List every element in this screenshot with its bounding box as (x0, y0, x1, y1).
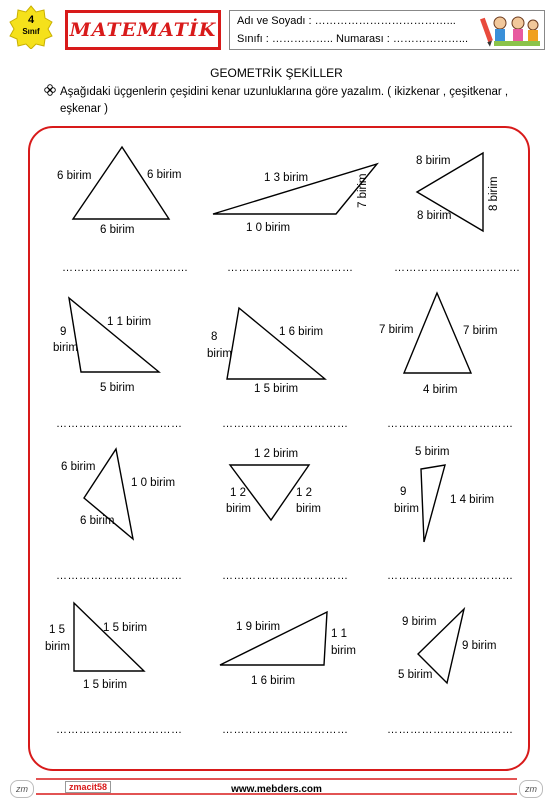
tri4-side-c: 5 birim (100, 382, 135, 394)
tri3-side-b: 8 birim (417, 210, 452, 222)
class-number-field[interactable]: Sınıfı : …………….. Numarası : ………………... (237, 33, 469, 45)
tri12-side-b: 9 birim (462, 640, 497, 652)
tri8-side-b: 1 2 (230, 487, 246, 499)
tri10-side-a-unit: birim (45, 641, 70, 653)
tri7-side-c: 6 birim (80, 515, 115, 527)
tri4-side-b: 1 1 birim (107, 316, 152, 328)
triangle-4 (69, 298, 159, 372)
tri9-side-b: 9 (400, 486, 407, 498)
answer-line-12[interactable]: …………………………… (387, 724, 514, 736)
tri10-side-b: 1 5 birim (103, 622, 148, 634)
triangle-1 (73, 147, 169, 219)
tri1-side-c: 6 birim (100, 224, 135, 236)
tri2-side-a: 1 3 birim (264, 172, 309, 184)
grade-number: 4 (27, 14, 35, 26)
answer-line-5[interactable]: …………………………… (222, 418, 349, 430)
tri10-side-a: 1 5 (49, 624, 65, 636)
tri6-side-b: 7 birim (463, 325, 498, 337)
answer-line-11[interactable]: …………………………… (222, 724, 349, 736)
tri12-side-a: 9 birim (402, 616, 437, 628)
tri11-side-b: 1 1 (331, 628, 347, 640)
tri2-side-b: 7 birim (357, 173, 369, 208)
tri5-side-b: 1 6 birim (279, 326, 324, 338)
tri10-side-c: 1 5 birim (83, 679, 128, 691)
answer-line-6[interactable]: …………………………… (387, 418, 514, 430)
tri1-side-a: 6 birim (57, 170, 92, 182)
grade-label: Sınıf (22, 27, 40, 36)
tri12-side-c: 5 birim (398, 669, 433, 681)
tri8-side-a: 1 2 birim (254, 448, 299, 460)
tri6-side-a: 7 birim (379, 324, 414, 336)
tri8-side-c-unit: birim (296, 503, 321, 515)
triangle-11 (220, 612, 327, 665)
triangle-6 (404, 293, 471, 373)
answer-line-8[interactable]: …………………………… (222, 570, 349, 582)
name-field[interactable]: Adı ve Soyadı : ………………………………... (237, 15, 456, 27)
answer-line-10[interactable]: …………………………… (56, 724, 183, 736)
answer-line-3[interactable]: …………………………… (394, 262, 521, 274)
tri4-side-a: 9 (60, 326, 67, 338)
triangle-10 (74, 603, 144, 671)
tri4-side-a-unit: birim (53, 342, 78, 354)
tri9-side-b-unit: birim (394, 503, 419, 515)
answer-line-7[interactable]: …………………………… (56, 570, 183, 582)
author-tag: zmacit58 (65, 781, 111, 793)
tri8-side-b-unit: birim (226, 503, 251, 515)
tri7-side-a: 6 birim (61, 461, 96, 473)
tri5-side-c: 1 5 birim (254, 383, 299, 395)
answer-line-1[interactable]: …………………………… (62, 262, 189, 274)
section-heading: GEOMETRİK ŞEKİLLER (210, 66, 343, 80)
tri6-side-c: 4 birim (423, 384, 458, 396)
tri3-side-a: 8 birim (416, 155, 451, 167)
corner-logo-left: zm (10, 780, 34, 798)
tri8-side-c: 1 2 (296, 487, 312, 499)
tri11-side-c: 1 6 birim (251, 675, 296, 687)
tri7-side-b: 1 0 birim (131, 477, 176, 489)
tri1-side-b: 6 birim (147, 169, 182, 181)
tri11-side-a: 1 9 birim (236, 621, 281, 633)
triangle-9 (421, 465, 445, 542)
answer-line-2[interactable]: …………………………… (227, 262, 354, 274)
answer-line-9[interactable]: …………………………… (387, 570, 514, 582)
answer-line-4[interactable]: …………………………… (56, 418, 183, 430)
tri3-side-c: 8 birim (488, 176, 500, 211)
tri5-side-a: 8 (211, 331, 218, 343)
tri2-side-c: 1 0 birim (246, 222, 291, 234)
instruction-text: Aşağıdaki üçgenlerin çeşidini kenar uzunluklarına göre yazalım. ( ikizkenar , çeşitkenar , eşkenar ) (60, 86, 509, 115)
tri5-side-a-unit: birim (207, 348, 232, 360)
tri11-side-b-unit: birim (331, 645, 356, 657)
page-title: MATEMATİK (69, 19, 217, 41)
footer-url[interactable]: www.mebders.com (231, 784, 322, 795)
corner-logo-right: zm (519, 780, 543, 798)
triangle-5 (227, 308, 325, 379)
tri9-side-c: 1 4 birim (450, 494, 495, 506)
tri9-side-a: 5 birim (415, 446, 450, 458)
